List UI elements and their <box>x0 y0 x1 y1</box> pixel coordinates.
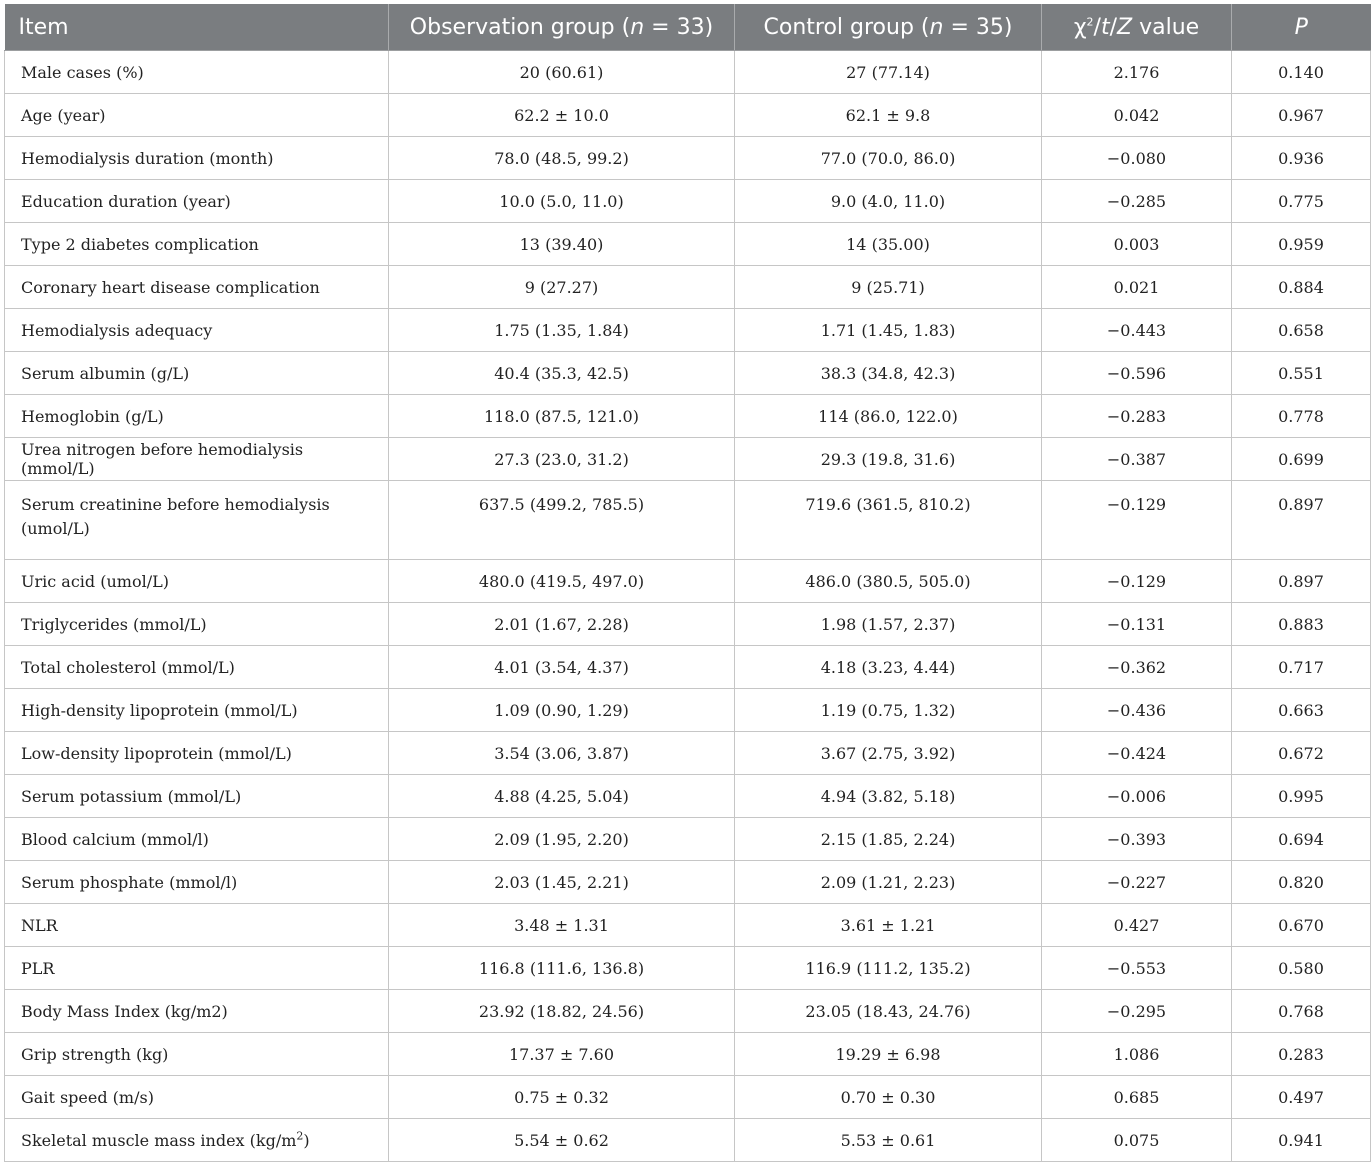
cell-item <box>5 990 389 1033</box>
cell-statistic: −0.553 <box>1042 947 1232 990</box>
cell-observation: 116.8 (111.6, 136.8) <box>389 947 735 990</box>
table-row <box>5 1119 1371 1162</box>
cell-p-value: 0.699 <box>1232 438 1371 481</box>
cell-observation: 13 (39.40) <box>389 223 735 266</box>
cell-item <box>5 732 389 775</box>
cell-observation: 78.0 (48.5, 99.2) <box>389 137 735 180</box>
table-row <box>5 603 1371 646</box>
header-obs-label: Observation group ( <box>409 14 631 40</box>
header-stat-chi: χ <box>1073 14 1087 40</box>
cell-control: 29.3 (19.8, 31.6) <box>735 438 1042 481</box>
item-label-post: ) <box>303 1130 310 1150</box>
item-label: Total cholesterol (mmol/L) <box>21 657 235 677</box>
item-label: Blood calcium (mmol/l) <box>21 829 209 849</box>
cell-item <box>5 309 389 352</box>
cell-statistic: −0.424 <box>1042 732 1232 775</box>
item-label: Education duration (year) <box>21 191 231 211</box>
cell-observation: 23.92 (18.82, 24.56) <box>389 990 735 1033</box>
cell-item <box>5 51 389 94</box>
cell-control: 1.19 (0.75, 1.32) <box>735 689 1042 732</box>
header-stat-sep2: / <box>1109 14 1118 40</box>
cell-p-value: 0.663 <box>1232 689 1371 732</box>
cell-item <box>5 438 389 481</box>
cell-statistic: −0.387 <box>1042 438 1232 481</box>
header-stat-sup: 2 <box>1086 15 1094 29</box>
cell-item <box>5 1033 389 1076</box>
table-row <box>5 223 1371 266</box>
cell-observation: 2.03 (1.45, 2.21) <box>389 861 735 904</box>
cell-control: 9 (25.71) <box>735 266 1042 309</box>
item-label: Low-density lipoprotein (mmol/L) <box>21 743 292 763</box>
cell-statistic: −0.080 <box>1042 137 1232 180</box>
cell-item <box>5 689 389 732</box>
cell-item <box>5 481 389 560</box>
cell-observation: 3.54 (3.06, 3.87) <box>389 732 735 775</box>
cell-observation: 62.2 ± 10.0 <box>389 94 735 137</box>
table-row <box>5 51 1371 94</box>
cell-observation: 0.75 ± 0.32 <box>389 1076 735 1119</box>
item-label: Coronary heart disease complication <box>21 277 320 297</box>
cell-item <box>5 646 389 689</box>
cell-observation: 1.09 (0.90, 1.29) <box>389 689 735 732</box>
cell-observation: 118.0 (87.5, 121.0) <box>389 395 735 438</box>
cell-statistic: −0.129 <box>1042 481 1232 560</box>
cell-statistic: −0.443 <box>1042 309 1232 352</box>
cell-item <box>5 861 389 904</box>
cell-control: 27 (77.14) <box>735 51 1042 94</box>
cell-observation: 4.88 (4.25, 5.04) <box>389 775 735 818</box>
cell-control: 486.0 (380.5, 505.0) <box>735 560 1042 603</box>
cell-p-value: 0.672 <box>1232 732 1371 775</box>
cell-control: 38.3 (34.8, 42.3) <box>735 352 1042 395</box>
cell-control: 1.98 (1.57, 2.37) <box>735 603 1042 646</box>
cell-p-value: 0.694 <box>1232 818 1371 861</box>
item-label: Gait speed (m/s) <box>21 1087 154 1107</box>
cell-control: 4.18 (3.23, 4.44) <box>735 646 1042 689</box>
cell-p-value: 0.959 <box>1232 223 1371 266</box>
cell-p-value: 0.658 <box>1232 309 1371 352</box>
cell-item <box>5 818 389 861</box>
cell-observation: 1.75 (1.35, 1.84) <box>389 309 735 352</box>
header-ctrl-label: Control group ( <box>763 14 930 40</box>
cell-item <box>5 1119 389 1162</box>
item-label: Body Mass Index (kg/m2) <box>21 1001 228 1021</box>
cell-p-value: 0.140 <box>1232 51 1371 94</box>
cell-p-value: 0.897 <box>1232 560 1371 603</box>
item-label: High-density lipoprotein (mmol/L) <box>21 700 298 720</box>
cell-statistic: 0.021 <box>1042 266 1232 309</box>
cell-p-value: 0.768 <box>1232 990 1371 1033</box>
table-row <box>5 94 1371 137</box>
item-label: Serum potassium (mmol/L) <box>21 786 242 806</box>
cell-statistic: 0.075 <box>1042 1119 1232 1162</box>
table-row <box>5 1076 1371 1119</box>
cell-control: 114 (86.0, 122.0) <box>735 395 1042 438</box>
header-stat-z: Z <box>1117 14 1133 40</box>
item-label: Type 2 diabetes complication <box>21 234 259 254</box>
item-label: Serum albumin (g/L) <box>21 363 190 383</box>
cell-statistic: −0.285 <box>1042 180 1232 223</box>
cell-item <box>5 904 389 947</box>
table-row <box>5 818 1371 861</box>
cell-observation: 3.48 ± 1.31 <box>389 904 735 947</box>
cell-item <box>5 180 389 223</box>
header-item-label: Item <box>18 14 69 40</box>
header-stat-value: value <box>1132 14 1200 40</box>
table-row <box>5 732 1371 775</box>
data-table <box>4 4 1371 1162</box>
item-label: Serum phosphate (mmol/l) <box>21 872 238 892</box>
cell-observation: 40.4 (35.3, 42.5) <box>389 352 735 395</box>
cell-control: 3.67 (2.75, 3.92) <box>735 732 1042 775</box>
cell-statistic: 0.427 <box>1042 904 1232 947</box>
table-row <box>5 990 1371 1033</box>
cell-item <box>5 266 389 309</box>
cell-item <box>5 223 389 266</box>
table-row <box>5 947 1371 990</box>
cell-p-value: 0.995 <box>1232 775 1371 818</box>
header-stat-t: t <box>1100 14 1110 40</box>
cell-control: 1.71 (1.45, 1.83) <box>735 309 1042 352</box>
table-row <box>5 395 1371 438</box>
cell-item <box>5 775 389 818</box>
table-row <box>5 904 1371 947</box>
cell-statistic: −0.131 <box>1042 603 1232 646</box>
table-row <box>5 560 1371 603</box>
table-row <box>5 266 1371 309</box>
cell-item <box>5 352 389 395</box>
table-row <box>5 861 1371 904</box>
cell-item <box>5 1076 389 1119</box>
cell-statistic: 0.042 <box>1042 94 1232 137</box>
cell-control: 4.94 (3.82, 5.18) <box>735 775 1042 818</box>
table-row <box>5 352 1371 395</box>
table-row <box>5 137 1371 180</box>
cell-statistic: −0.295 <box>1042 990 1232 1033</box>
cell-observation: 10.0 (5.0, 11.0) <box>389 180 735 223</box>
header-stat-sep1: / <box>1093 14 1101 40</box>
cell-observation: 9 (27.27) <box>389 266 735 309</box>
item-label: Uric acid (umol/L) <box>21 571 169 591</box>
item-label-sup: 2 <box>296 1129 304 1143</box>
cell-statistic: 2.176 <box>1042 51 1232 94</box>
cell-p-value: 0.670 <box>1232 904 1371 947</box>
header-obs-count: = 33) <box>644 14 714 40</box>
cell-observation: 480.0 (419.5, 497.0) <box>389 560 735 603</box>
cell-statistic: −0.393 <box>1042 818 1232 861</box>
cell-p-value: 0.967 <box>1232 94 1371 137</box>
cell-p-value: 0.778 <box>1232 395 1371 438</box>
item-label: PLR <box>21 958 55 978</box>
cell-p-value: 0.283 <box>1232 1033 1371 1076</box>
header-p-label: P <box>1294 14 1308 40</box>
item-label: Triglycerides (mmol/L) <box>21 614 207 634</box>
cell-p-value: 0.883 <box>1232 603 1371 646</box>
cell-statistic: −0.362 <box>1042 646 1232 689</box>
cell-statistic: −0.283 <box>1042 395 1232 438</box>
cell-control: 719.6 (361.5, 810.2) <box>735 481 1042 560</box>
item-label: Age (year) <box>21 105 106 125</box>
cell-statistic: 0.685 <box>1042 1076 1232 1119</box>
cell-control: 9.0 (4.0, 11.0) <box>735 180 1042 223</box>
header-row <box>5 4 1371 51</box>
cell-observation: 5.54 ± 0.62 <box>389 1119 735 1162</box>
cell-control: 116.9 (111.2, 135.2) <box>735 947 1042 990</box>
header-item <box>5 4 389 51</box>
header-p-value <box>1232 4 1371 51</box>
table-row <box>5 180 1371 223</box>
cell-item <box>5 395 389 438</box>
table-body <box>5 51 1371 1162</box>
cell-observation: 4.01 (3.54, 4.37) <box>389 646 735 689</box>
cell-p-value: 0.820 <box>1232 861 1371 904</box>
table-container <box>4 4 1370 1162</box>
table-row <box>5 646 1371 689</box>
cell-control: 3.61 ± 1.21 <box>735 904 1042 947</box>
item-label: Grip strength (kg) <box>21 1044 169 1064</box>
cell-statistic: 0.003 <box>1042 223 1232 266</box>
item-label: Skeletal muscle mass index (kg/m <box>21 1130 297 1150</box>
table-row <box>5 481 1371 560</box>
cell-statistic: −0.129 <box>1042 560 1232 603</box>
cell-control: 23.05 (18.43, 24.76) <box>735 990 1042 1033</box>
header-ctrl-n: n <box>929 14 944 40</box>
cell-observation: 17.37 ± 7.60 <box>389 1033 735 1076</box>
cell-p-value: 0.717 <box>1232 646 1371 689</box>
header-obs-n: n <box>630 14 645 40</box>
cell-observation: 2.09 (1.95, 2.20) <box>389 818 735 861</box>
cell-observation: 20 (60.61) <box>389 51 735 94</box>
cell-statistic: −0.436 <box>1042 689 1232 732</box>
item-label: Serum creatinine before hemodialysis (umol/L) <box>21 495 330 538</box>
header-observation-group <box>389 4 735 51</box>
item-label: Urea nitrogen before hemodialysis (mmol/L) <box>21 440 304 478</box>
cell-p-value: 0.551 <box>1232 352 1371 395</box>
cell-observation: 2.01 (1.67, 2.28) <box>389 603 735 646</box>
table-row <box>5 309 1371 352</box>
cell-control: 2.15 (1.85, 2.24) <box>735 818 1042 861</box>
cell-statistic: −0.006 <box>1042 775 1232 818</box>
item-label: NLR <box>21 915 58 935</box>
cell-statistic: 1.086 <box>1042 1033 1232 1076</box>
cell-p-value: 0.884 <box>1232 266 1371 309</box>
cell-control: 0.70 ± 0.30 <box>735 1076 1042 1119</box>
cell-observation: 637.5 (499.2, 785.5) <box>389 481 735 560</box>
item-label: Hemoglobin (g/L) <box>21 406 164 426</box>
cell-control: 2.09 (1.21, 2.23) <box>735 861 1042 904</box>
cell-control: 14 (35.00) <box>735 223 1042 266</box>
item-label: Hemodialysis adequacy <box>21 320 213 340</box>
table-row <box>5 1033 1371 1076</box>
table-row <box>5 689 1371 732</box>
cell-control: 62.1 ± 9.8 <box>735 94 1042 137</box>
header-ctrl-count: = 35) <box>943 14 1013 40</box>
cell-control: 5.53 ± 0.61 <box>735 1119 1042 1162</box>
cell-item <box>5 603 389 646</box>
cell-p-value: 0.897 <box>1232 481 1371 560</box>
cell-p-value: 0.775 <box>1232 180 1371 223</box>
item-label: Male cases (%) <box>21 62 144 82</box>
header-control-group <box>735 4 1042 51</box>
cell-p-value: 0.936 <box>1232 137 1371 180</box>
cell-item <box>5 137 389 180</box>
item-label: Hemodialysis duration (month) <box>21 148 274 168</box>
cell-item <box>5 560 389 603</box>
cell-p-value: 0.497 <box>1232 1076 1371 1119</box>
cell-p-value: 0.941 <box>1232 1119 1371 1162</box>
cell-statistic: −0.596 <box>1042 352 1232 395</box>
cell-control: 19.29 ± 6.98 <box>735 1033 1042 1076</box>
cell-observation: 27.3 (23.0, 31.2) <box>389 438 735 481</box>
cell-control: 77.0 (70.0, 86.0) <box>735 137 1042 180</box>
cell-item <box>5 947 389 990</box>
cell-item <box>5 94 389 137</box>
cell-statistic: −0.227 <box>1042 861 1232 904</box>
table-row <box>5 775 1371 818</box>
table-row <box>5 438 1371 481</box>
cell-p-value: 0.580 <box>1232 947 1371 990</box>
header-statistic <box>1042 4 1232 51</box>
